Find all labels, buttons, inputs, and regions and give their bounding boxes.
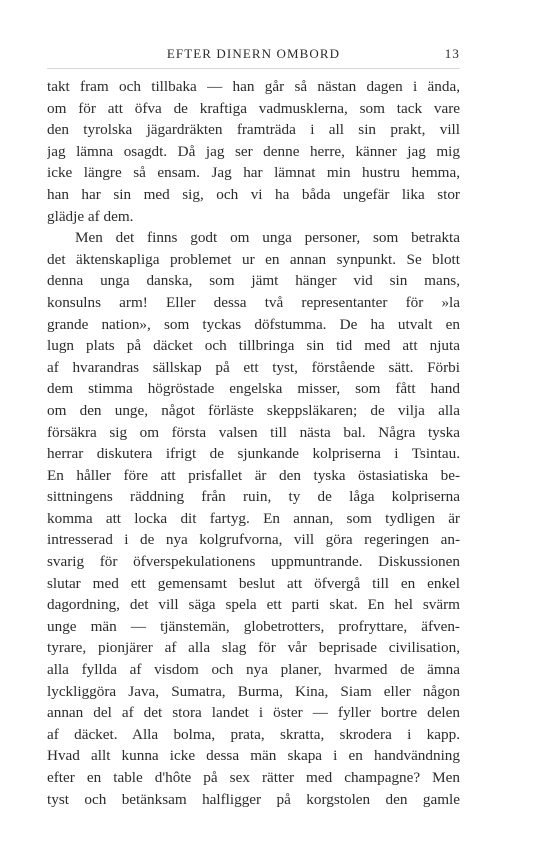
text-line: om för att öfva de kraftiga vadmusklerna, som tack vare bbox=[47, 99, 460, 117]
text-line: svarig för öfverspekulationens uppmuntrande. Diskussionen bbox=[47, 553, 460, 571]
text-line: grande nation», som tyckas döfstumma. De ha utvalt en bbox=[47, 315, 460, 333]
text-line: intresserad i de nya kolgrufvorna, vill göra regeringen an- bbox=[47, 531, 460, 549]
text-line: dagordning, det vill säga spela ett parti skat. En hel svärm bbox=[47, 596, 460, 614]
text-line: försäkra sig om första valsen till nästa bal. Några tyska bbox=[47, 423, 460, 441]
text-line: dem stimma högröstade engelska misser, som fått hand bbox=[47, 380, 460, 398]
text-line: lyckliggöra Java, Sumatra, Burma, Kina, Siam eller någon bbox=[47, 682, 460, 700]
text-line: konsulns arm! Eller dessa två representanter för »la bbox=[47, 293, 460, 311]
text-line: efter en table d'hôte på sex rätter med champagne? Men bbox=[47, 769, 460, 786]
text-line: slutar med ett gemensamt beslut att öfvergå till en enkel bbox=[47, 574, 460, 592]
text-line: herrar diskutera ifrigt de sjunkande kolpriserna i Tsintau. bbox=[47, 445, 460, 463]
text-line: unge män — tjänstemän, globetrotters, profryttare, äfven- bbox=[47, 617, 460, 635]
text-line: lugn plats på däcket och tillbringa sin tid med att njuta bbox=[47, 337, 460, 355]
text-line: af däcket. Alla bolma, prata, skratta, skrodera i kapp. bbox=[47, 725, 460, 743]
text-line: sittningens räddning från ruin, ty de låga kolpriserna bbox=[47, 488, 460, 506]
body-text bbox=[47, 76, 460, 810]
page-number: 13 bbox=[444, 46, 460, 61]
header-rule bbox=[47, 68, 460, 69]
text-line: tyrare, pionjärer af alla slag för vår beprisade civilisation, bbox=[47, 639, 460, 657]
text-line: takt fram och tillbaka — han går så nästan dagen i ända, bbox=[47, 78, 460, 95]
text-line: Men det finns godt om unga personer, som betrakta bbox=[75, 229, 460, 247]
text-line: glädje af dem. bbox=[47, 207, 134, 225]
text-line: tyst och betänksam halfligger på korgstolen den gamle bbox=[47, 790, 460, 808]
running-header bbox=[47, 46, 460, 66]
text-line: En håller före att prisfallet är den tyska östasiatiska be- bbox=[47, 466, 460, 484]
text-line: han har sin med sig, och vi ha båda ungefär lika stor bbox=[47, 185, 460, 203]
text-line: icke längre så ensam. Jag har lämnat min hustru hemma, bbox=[47, 164, 460, 182]
text-line: annan del af det stora landet i öster — fyller bortre delen bbox=[47, 704, 460, 722]
text-line: den tyrolska jägardräkten framträda i all sin prakt, vill bbox=[47, 121, 460, 139]
text-line: om den unge, något förläste skeppsläkaren; de vilja alla bbox=[47, 401, 460, 419]
text-line: jag lämna osagdt. Då jag ser denne herre, känner jag mig bbox=[47, 142, 460, 160]
text-line: af hvarandras sällskap på ett tyst, förstående sätt. Förbi bbox=[47, 358, 460, 376]
text-line: komma att locka dit fartyg. En annan, som tydligen är bbox=[47, 509, 460, 527]
running-title: EFTER DINERN OMBORD bbox=[166, 46, 341, 61]
text-line: det äktenskapliga problemet ur en annan synpunkt. Se blott bbox=[47, 250, 460, 268]
text-line: alla fyllda af visdom och nya planer, hvarmed de ämna bbox=[47, 661, 460, 679]
text-line: Hvad allt kunna icke dessa män skapa i en handvändning bbox=[47, 747, 460, 765]
text-line: denna unga danska, som jämt hänger vid sin mans, bbox=[47, 272, 460, 290]
